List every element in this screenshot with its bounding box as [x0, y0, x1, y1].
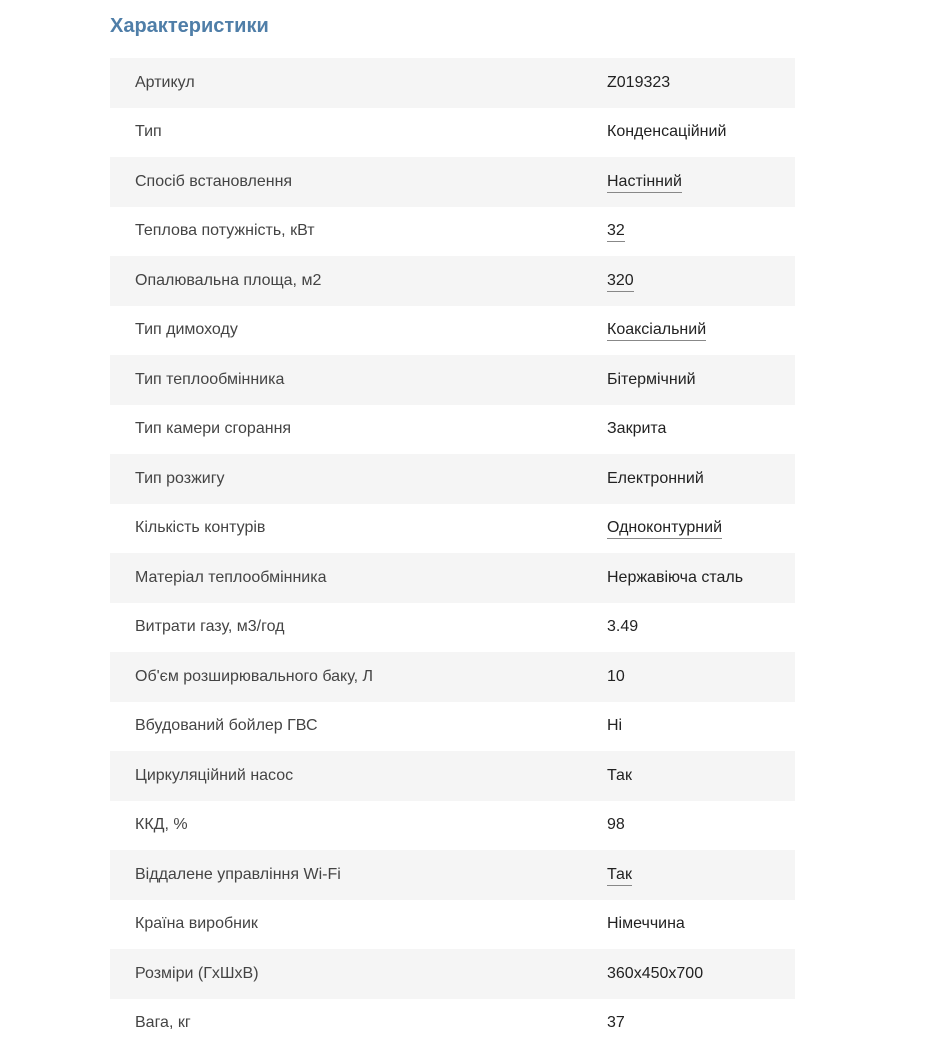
spec-row — [110, 207, 795, 257]
spec-value: 3.49 — [607, 618, 639, 636]
spec-value-cell — [607, 618, 795, 636]
spec-value: 360x450x700 — [607, 964, 704, 982]
spec-value: Закрита — [607, 420, 667, 438]
spec-value-cell — [607, 74, 795, 92]
spec-value: 37 — [607, 1014, 625, 1032]
spec-row — [110, 751, 795, 801]
spec-row — [110, 900, 795, 950]
spec-value-cell — [607, 717, 795, 735]
spec-value: Z019323 — [607, 73, 671, 91]
spec-value-link[interactable]: Настінний — [607, 173, 682, 193]
spec-value-cell — [607, 1014, 795, 1032]
spec-value-link[interactable]: Так — [607, 866, 632, 886]
spec-row — [110, 405, 795, 455]
spec-row — [110, 603, 795, 653]
spec-value-cell — [607, 767, 795, 785]
spec-value-link[interactable]: 32 — [607, 222, 625, 242]
spec-value-cell — [607, 519, 795, 537]
spec-value-cell — [607, 915, 795, 933]
spec-row — [110, 999, 795, 1047]
spec-row — [110, 801, 795, 851]
spec-row — [110, 850, 795, 900]
spec-label: Кількість контурів — [135, 519, 266, 537]
spec-label: Країна виробник — [135, 915, 258, 933]
spec-label: Теплова потужність, кВт — [135, 222, 315, 240]
spec-value-link[interactable]: 320 — [607, 272, 634, 292]
spec-value: 98 — [607, 816, 625, 834]
spec-label: Вага, кг — [135, 1014, 191, 1032]
spec-label: Артикул — [135, 73, 195, 91]
spec-value-link[interactable]: Одноконтурний — [607, 519, 722, 539]
spec-value: Бітермічний — [607, 370, 696, 388]
spec-label: Об'єм розширювального баку, Л — [135, 667, 374, 685]
spec-value-cell — [607, 371, 795, 389]
spec-row — [110, 306, 795, 356]
spec-row — [110, 355, 795, 405]
spec-row — [110, 652, 795, 702]
spec-value-cell — [607, 470, 795, 488]
spec-row — [110, 157, 795, 207]
spec-value-cell — [607, 668, 795, 686]
spec-row — [110, 454, 795, 504]
spec-label: Тип розжигу — [135, 469, 225, 487]
spec-value-cell — [607, 321, 795, 339]
spec-value: Німеччина — [607, 915, 685, 933]
spec-row — [110, 504, 795, 554]
spec-label: Віддалене управління Wi-Fi — [135, 865, 341, 883]
spec-label: Тип камери сгорання — [135, 420, 292, 438]
spec-label: Тип теплообмінника — [135, 370, 285, 388]
section-title: Характеристики — [110, 15, 269, 37]
spec-row — [110, 58, 795, 108]
spec-label: Матеріал теплообмінника — [135, 568, 327, 586]
spec-value-cell — [607, 866, 795, 884]
spec-value-cell — [607, 420, 795, 438]
spec-value-cell — [607, 173, 795, 191]
spec-label: Тип димоходу — [135, 321, 238, 339]
spec-value-cell — [607, 816, 795, 834]
spec-label: ККД, % — [135, 816, 188, 834]
spec-value-cell — [607, 272, 795, 290]
spec-value: 10 — [607, 667, 625, 685]
spec-value: Ні — [607, 717, 623, 735]
spec-label: Вбудований бойлер ГВС — [135, 717, 318, 735]
specs-table — [110, 58, 795, 1047]
spec-label: Опалювальна площа, м2 — [135, 271, 322, 289]
spec-value: Так — [607, 766, 632, 784]
spec-label: Спосіб встановлення — [135, 172, 293, 190]
spec-value: Електронний — [607, 469, 704, 487]
spec-value-link[interactable]: Коаксіальний — [607, 321, 706, 341]
spec-row — [110, 553, 795, 603]
spec-value-cell — [607, 965, 795, 983]
spec-label: Розміри (ГхШхВ) — [135, 964, 259, 982]
spec-label: Витрати газу, м3/год — [135, 618, 285, 636]
spec-row — [110, 949, 795, 999]
spec-row — [110, 108, 795, 158]
spec-value-cell — [607, 569, 795, 587]
spec-label: Тип — [135, 123, 162, 141]
spec-value-cell — [607, 123, 795, 141]
spec-value: Конденсаційний — [607, 123, 727, 141]
spec-value: Нержавіюча сталь — [607, 568, 744, 586]
spec-value-cell — [607, 222, 795, 240]
spec-label: Циркуляційний насос — [135, 766, 294, 784]
spec-row — [110, 256, 795, 306]
spec-row — [110, 702, 795, 752]
